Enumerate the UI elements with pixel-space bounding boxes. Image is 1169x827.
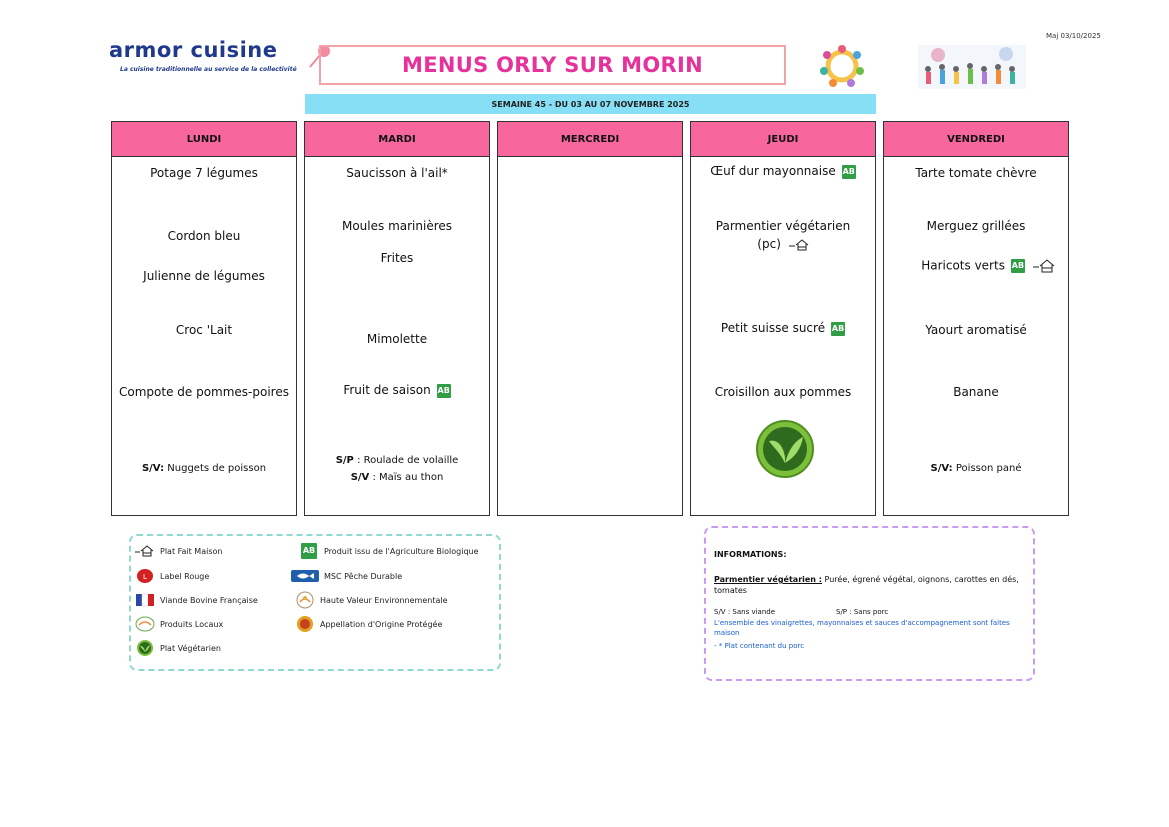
kids-circle-illustration xyxy=(815,43,869,89)
legend-item: Appellation d'Origine Protégée xyxy=(295,616,442,632)
lundi-dessert: Compote de pommes-poires xyxy=(119,385,289,399)
french-beef-icon xyxy=(135,592,155,608)
legend-item: AB Produit issu de l'Agriculture Biologique xyxy=(299,543,479,559)
week-banner: SEMAINE 45 - DU 03 AU 07 NOVEMBRE 2025 xyxy=(305,94,876,114)
mardi-plat: Moules marinières xyxy=(341,219,453,233)
vendredi-alternative xyxy=(884,463,1068,474)
vendredi-plat: Merguez grillées xyxy=(926,219,1026,233)
alt-text: Poisson pané xyxy=(955,463,1022,474)
mardi-entree: Saucisson à l'ail* xyxy=(346,166,448,180)
aop-icon xyxy=(295,616,315,632)
homemade-house-icon xyxy=(1033,258,1055,274)
informations-box xyxy=(704,526,1035,681)
vendredi-accompagnement: Haricots verts xyxy=(921,258,1005,273)
day-header-vendredi: VENDREDI xyxy=(884,122,1068,157)
page-title: MENUS ORLY SUR MORIN xyxy=(402,53,703,77)
jeudi-dessert: Croisillon aux pommes xyxy=(714,385,852,399)
day-header-jeudi: JEUDI xyxy=(691,122,875,157)
info-pork-prefix: - * xyxy=(714,642,723,650)
hve-icon xyxy=(295,592,315,608)
day-column-vendredi xyxy=(883,121,1069,516)
alt-text: : Maïs au thon xyxy=(372,472,444,483)
svg-text:L: L xyxy=(143,573,147,581)
info-parmentier xyxy=(714,574,1029,585)
alt-label: S/V: xyxy=(141,463,165,474)
homemade-house-icon xyxy=(135,543,155,559)
mardi-dessert-row xyxy=(305,383,489,398)
jeudi-plat-line2 xyxy=(691,237,875,252)
alt-label: S/V: xyxy=(930,463,953,474)
jeudi-plat: Parmentier végétarien xyxy=(715,219,851,233)
info-parmentier-text2: tomates xyxy=(714,586,747,595)
jeudi-entree: Œuf dur mayonnaise xyxy=(710,164,836,178)
day-column-jeudi xyxy=(690,121,876,516)
legend-item: Plat Fait Maison xyxy=(135,543,222,559)
legend-item: MSC Pêche Durable xyxy=(291,568,402,584)
lundi-plat: Cordon bleu xyxy=(167,229,241,243)
brand-tagline: La cuisine traditionnelle au service de la collectivité xyxy=(120,66,297,73)
mardi-laitage: Mimolette xyxy=(366,332,428,346)
vendredi-laitage: Yaourt aromatisé xyxy=(925,323,1027,337)
info-title: INFORMATIONS: xyxy=(714,550,787,559)
vendredi-entree: Tarte tomate chèvre xyxy=(915,166,1037,180)
info-pork xyxy=(714,642,804,650)
vendredi-dessert: Banane xyxy=(953,385,999,399)
organic-ab-icon: AB xyxy=(842,165,856,179)
organic-ab-icon: AB xyxy=(299,543,319,559)
lundi-laitage: Croc 'Lait xyxy=(175,323,233,337)
jeudi-laitage-row xyxy=(691,321,875,336)
alt-text: Nuggets de poisson xyxy=(167,463,267,474)
lundi-accompagnement: Julienne de légumes xyxy=(143,269,265,283)
info-sauces-line2: maison xyxy=(714,629,740,637)
title-box xyxy=(319,45,786,85)
children-illustration xyxy=(918,45,1026,89)
legend-item: Plat Végétarien xyxy=(135,640,221,656)
vendredi-accompagnement-row xyxy=(896,258,1080,274)
lundi-entree: Potage 7 légumes xyxy=(150,166,258,180)
day-column-mercredi xyxy=(497,121,683,516)
organic-ab-icon: AB xyxy=(831,322,845,336)
day-column-mardi xyxy=(304,121,490,516)
info-parmentier-label: Parmentier végétarien : xyxy=(714,575,822,584)
info-parmentier-text: Purée, égrené végétal, oignons, carottes en dés, xyxy=(824,575,1019,584)
jeudi-laitage: Petit suisse sucré xyxy=(720,321,826,335)
vegetarian-leaf-icon xyxy=(135,640,155,656)
brand-logo: armor cuisine xyxy=(109,38,278,62)
jeudi-plat-note: (pc) xyxy=(757,237,781,251)
organic-ab-icon: AB xyxy=(1011,259,1025,273)
mardi-alternative-sp xyxy=(305,455,489,466)
info-sauces: L'ensemble des vinaigrettes, mayonnaises et sauces d'accompagnement sont faites xyxy=(714,619,1010,627)
local-products-icon xyxy=(135,616,155,632)
day-header-lundi: LUNDI xyxy=(112,122,296,157)
update-date: Maj 03/10/2025 xyxy=(1046,32,1101,40)
legend-item: Haute Valeur Environnementale xyxy=(295,592,448,608)
lundi-alternative xyxy=(112,463,296,474)
info-sv: S/V : Sans viande xyxy=(714,608,776,616)
day-column-lundi xyxy=(111,121,297,516)
msc-fish-icon xyxy=(291,568,319,584)
info-sp: S/P : Sans porc xyxy=(836,608,889,616)
day-header-mercredi: MERCREDI xyxy=(498,122,682,157)
legend-item: L Label Rouge xyxy=(135,568,209,584)
mardi-accompagnement: Frites xyxy=(380,251,414,265)
legend-item: Viande Bovine Française xyxy=(135,592,258,608)
legend-item: Produits Locaux xyxy=(135,616,223,632)
day-header-mardi: MARDI xyxy=(305,122,489,157)
vegetarian-leaf-icon xyxy=(749,419,821,479)
jeudi-entree-row xyxy=(691,164,875,179)
alt-label: S/V xyxy=(350,472,370,483)
mardi-alternative-sv xyxy=(305,472,489,483)
alt-text: : Roulade de volaille xyxy=(357,455,459,466)
homemade-house-icon xyxy=(789,238,809,252)
legend-box xyxy=(129,534,501,671)
info-pork-text: Plat contenant du porc xyxy=(724,642,805,650)
label-rouge-icon xyxy=(135,568,155,584)
organic-ab-icon: AB xyxy=(437,384,451,398)
alt-label: S/P xyxy=(335,455,354,466)
mardi-dessert: Fruit de saison xyxy=(343,383,431,397)
